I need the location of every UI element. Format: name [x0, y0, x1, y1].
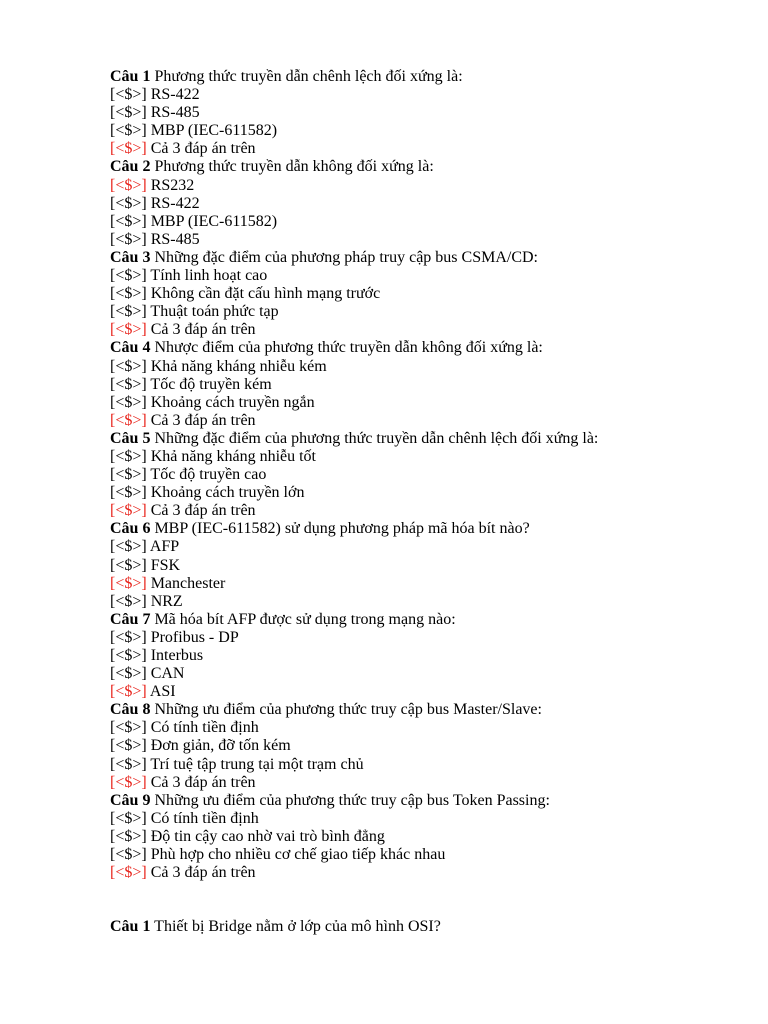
answer-marker: [<$>]: [110, 538, 147, 556]
answer-text: Khoảng cách truyền lớn: [150, 484, 305, 502]
answer-option: [110, 303, 750, 321]
answer-option: [110, 846, 750, 864]
answer-marker: [<$>]: [110, 665, 147, 683]
answer-option: [110, 267, 750, 285]
answer-text: RS-485: [150, 230, 200, 248]
question: [110, 158, 750, 176]
question-text: Phương thức truyền dẫn không đối xứng là:: [154, 158, 434, 176]
answer-option: [110, 828, 750, 846]
answer-text: RS-422: [150, 86, 200, 104]
answer-option: [110, 484, 750, 502]
question: [110, 249, 750, 267]
answer-text: Cả 3 đáp án trên: [150, 321, 256, 339]
question-number: Câu 7: [110, 610, 151, 628]
answer-option: [110, 683, 750, 701]
answer-marker: [<$>]: [110, 719, 147, 737]
question-text: Những ưu điểm của phương thức truy cập bus Token Passing:: [154, 791, 550, 809]
correct-answer-marker: [<$>]: [110, 140, 147, 158]
answer-marker: [<$>]: [110, 827, 147, 845]
question: [110, 68, 750, 86]
answer-text: Tốc độ truyền kém: [150, 375, 272, 393]
answer-option: [110, 575, 750, 593]
answer-option: [110, 647, 750, 665]
answer-option: [110, 756, 750, 774]
correct-answer-marker: [<$>]: [110, 864, 147, 882]
answer-marker: [<$>]: [110, 303, 147, 321]
answer-option: [110, 665, 750, 683]
answer-text: Cả 3 đáp án trên: [150, 140, 256, 158]
answer-text: Cả 3 đáp án trên: [150, 864, 256, 882]
correct-answer-marker: [<$>]: [110, 574, 147, 592]
answer-option: [110, 412, 750, 430]
answer-text: Khả năng kháng nhiễu kém: [150, 357, 327, 375]
answer-marker: [<$>]: [110, 230, 147, 248]
question: [110, 339, 750, 357]
answer-text: Độ tin cậy cao nhờ vai trò bình đẳng: [150, 827, 385, 845]
question-text: Nhược điểm của phương thức truyền dẫn không đối xứng là:: [154, 339, 543, 357]
answer-text: Khoảng cách truyền ngắn: [150, 393, 315, 411]
answer-option: [110, 140, 750, 158]
answer-option: [110, 358, 750, 376]
answer-text: ASI: [149, 683, 176, 701]
answer-option: [110, 285, 750, 303]
question-text: Thiết bị Bridge nằm ở lớp của mô hình OSI?: [154, 918, 441, 936]
answer-text: RS232: [150, 176, 195, 194]
answer-text: RS-422: [150, 194, 200, 212]
answer-marker: [<$>]: [110, 592, 147, 610]
answer-option: [110, 502, 750, 520]
answer-marker: [<$>]: [110, 484, 147, 502]
answer-marker: [<$>]: [110, 628, 147, 646]
answer-option: [110, 538, 750, 556]
question: [110, 430, 750, 448]
answer-marker: [<$>]: [110, 809, 147, 827]
answer-text: Có tính tiền định: [150, 809, 259, 827]
answer-option: [110, 376, 750, 394]
answer-marker: [<$>]: [110, 285, 147, 303]
answer-text: RS-485: [150, 104, 200, 122]
answer-marker: [<$>]: [110, 212, 147, 230]
answer-marker: [<$>]: [110, 86, 147, 104]
question-list: [110, 68, 750, 882]
answer-option: [110, 557, 750, 575]
answer-text: Cả 3 đáp án trên: [150, 502, 256, 520]
answer-text: Profibus - DP: [150, 628, 239, 646]
answer-marker: [<$>]: [110, 104, 147, 122]
question-text: Những ưu điểm của phương thức truy cập bus Master/Slave:: [154, 701, 542, 719]
answer-option: [110, 864, 750, 882]
question-text: Phương thức truyền dẫn chênh lệch đối xứng là:: [154, 68, 463, 85]
question-number: Câu 8: [110, 701, 151, 719]
answer-marker: [<$>]: [110, 556, 147, 574]
question-text: MBP (IEC-611582) sử dụng phương pháp mã hóa bít nào?: [154, 520, 530, 538]
answer-option: [110, 593, 750, 611]
correct-answer-marker: [<$>]: [110, 321, 147, 339]
answer-text: Tính linh hoạt cao: [150, 267, 268, 285]
answer-option: [110, 86, 750, 104]
answer-text: Cả 3 đáp án trên: [150, 411, 256, 429]
answer-marker: [<$>]: [110, 375, 147, 393]
question-number: Câu 5: [110, 429, 151, 447]
answer-marker: [<$>]: [110, 755, 147, 773]
answer-option: [110, 195, 750, 213]
answer-text: Thuật toán phức tạp: [150, 303, 279, 321]
question-list-section-2: [110, 918, 750, 936]
answer-option: [110, 448, 750, 466]
question-text: Những đặc điểm của phương thức truyền dẫn chênh lệch đối xứng là:: [154, 429, 599, 447]
document-body: [110, 68, 750, 936]
answer-marker: [<$>]: [110, 194, 147, 212]
answer-text: Không cần đặt cấu hình mạng trước: [150, 285, 381, 303]
answer-text: NRZ: [150, 592, 183, 610]
answer-option: [110, 177, 750, 195]
answer-text: Khả năng kháng nhiễu tốt: [150, 447, 316, 465]
answer-marker: [<$>]: [110, 466, 147, 484]
answer-marker: [<$>]: [110, 846, 147, 864]
correct-answer-marker: [<$>]: [110, 411, 147, 429]
answer-marker: [<$>]: [110, 122, 147, 140]
answer-text: Interbus: [150, 647, 204, 664]
section-gap: [110, 882, 750, 918]
answer-marker: [<$>]: [110, 393, 147, 411]
answer-text: CAN: [150, 665, 185, 683]
question-text: Mã hóa bít AFP được sử dụng trong mạng nào:: [154, 610, 456, 628]
answer-text: MBP (IEC-611582): [150, 122, 278, 140]
answer-option: [110, 466, 750, 484]
answer-text: Tốc độ truyền cao: [150, 466, 267, 484]
question: [110, 611, 750, 629]
answer-text: Đơn giản, đỡ tốn kém: [150, 737, 291, 755]
question: [110, 701, 750, 719]
answer-text: Có tính tiền định: [150, 719, 259, 737]
correct-answer-marker: [<$>]: [110, 502, 147, 520]
answer-option: [110, 104, 750, 122]
answer-option: [110, 737, 750, 755]
answer-text: Manchester: [150, 574, 226, 592]
correct-answer-marker: [<$>]: [110, 773, 147, 791]
answer-option: [110, 231, 750, 249]
answer-option: [110, 774, 750, 792]
question-number: Câu 3: [110, 248, 151, 266]
answer-marker: [<$>]: [110, 447, 147, 465]
answer-option: [110, 321, 750, 339]
answer-text: Cả 3 đáp án trên: [150, 773, 256, 791]
answer-text: MBP (IEC-611582): [150, 212, 278, 230]
answer-marker: [<$>]: [110, 357, 147, 375]
answer-option: [110, 629, 750, 647]
question-text: Những đặc điểm của phương pháp truy cập bus CSMA/CD:: [154, 248, 538, 266]
correct-answer-marker: [<$>]: [110, 683, 147, 701]
question: [110, 792, 750, 810]
question-number: Câu 2: [110, 158, 151, 176]
answer-marker: [<$>]: [110, 737, 147, 755]
answer-marker: [<$>]: [110, 267, 147, 285]
answer-text: Phù hợp cho nhiều cơ chế giao tiếp khác nhau: [150, 846, 446, 864]
answer-option: [110, 213, 750, 231]
answer-option: [110, 394, 750, 412]
question: [110, 520, 750, 538]
answer-text: AFP: [149, 538, 180, 556]
question-number: Câu 6: [110, 520, 151, 538]
answer-text: FSK: [150, 556, 181, 574]
question-number: Câu 9: [110, 791, 151, 809]
question: [110, 918, 750, 936]
correct-answer-marker: [<$>]: [110, 176, 147, 194]
answer-text: Trí tuệ tập trung tại một trạm chủ: [150, 755, 364, 773]
question-number: Câu 1: [110, 918, 151, 936]
question-number: Câu 1: [110, 68, 151, 85]
answer-marker: [<$>]: [110, 647, 147, 664]
answer-option: [110, 122, 750, 140]
answer-option: [110, 810, 750, 828]
answer-option: [110, 719, 750, 737]
question-number: Câu 4: [110, 339, 151, 357]
